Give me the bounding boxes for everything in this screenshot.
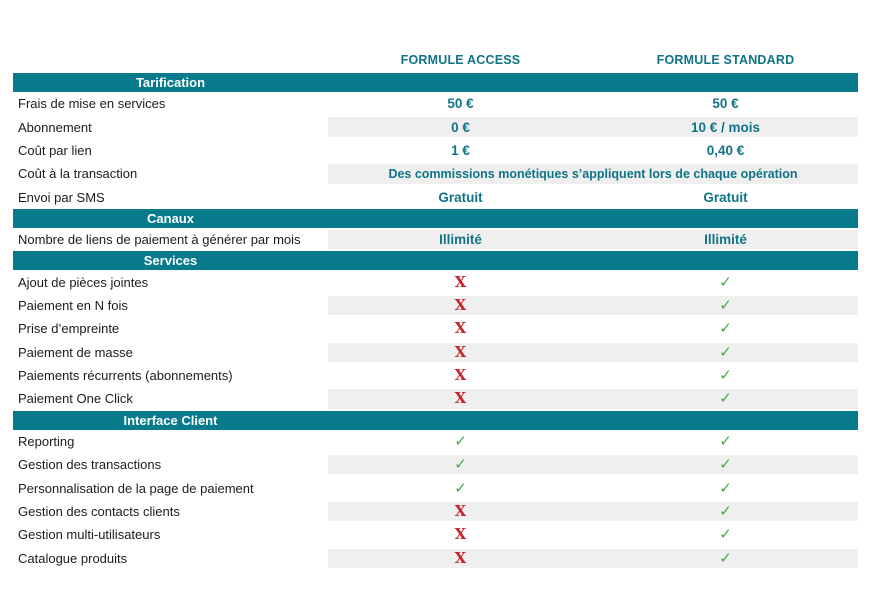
cell-standard: Gratuit bbox=[703, 189, 748, 205]
check-icon: ✓ bbox=[454, 431, 467, 450]
cell-standard bbox=[593, 525, 858, 544]
table-row bbox=[13, 228, 858, 251]
column-header-standard: FORMULE STANDARD bbox=[656, 53, 795, 67]
row-values bbox=[328, 272, 858, 291]
table-row bbox=[13, 294, 858, 317]
row-label: Prise d’empreinte bbox=[18, 321, 120, 337]
row-label: Catalogue produits bbox=[18, 550, 128, 566]
row-values bbox=[328, 319, 858, 338]
row-label: Frais de mise en services bbox=[18, 96, 166, 112]
section-title: Interface Client bbox=[123, 412, 218, 428]
cell-standard bbox=[593, 502, 858, 521]
cell-standard bbox=[593, 296, 858, 315]
cell-standard bbox=[593, 478, 858, 497]
row-label: Paiement One Click bbox=[18, 391, 133, 407]
cross-icon: X bbox=[454, 548, 467, 567]
section-title: Services bbox=[143, 253, 198, 269]
cell-access bbox=[328, 296, 593, 315]
cell-access: 50 € bbox=[447, 96, 474, 112]
row-values bbox=[328, 141, 858, 160]
section-header-canaux bbox=[13, 209, 858, 228]
row-label: Gestion des transactions bbox=[18, 457, 162, 473]
cross-icon: X bbox=[454, 342, 467, 361]
cross-icon: X bbox=[454, 366, 467, 385]
cross-icon: X bbox=[454, 389, 467, 408]
cross-icon: X bbox=[454, 319, 467, 338]
row-values bbox=[328, 478, 858, 497]
cell-standard bbox=[593, 272, 858, 291]
check-icon: ✓ bbox=[719, 295, 732, 314]
row-label: Reporting bbox=[18, 433, 75, 449]
row-label: Paiement en N fois bbox=[18, 297, 128, 313]
column-headers bbox=[13, 50, 858, 70]
cell-access bbox=[328, 525, 593, 544]
cell-standard: 50 € bbox=[712, 96, 739, 112]
pricing-table bbox=[13, 50, 858, 570]
cell-access bbox=[328, 432, 593, 451]
section-header-interface-client bbox=[13, 411, 858, 430]
cross-icon: X bbox=[454, 502, 467, 521]
cell-standard: Illimité bbox=[704, 232, 747, 248]
check-icon: ✓ bbox=[719, 431, 732, 450]
cross-icon: X bbox=[454, 525, 467, 544]
table-row bbox=[13, 430, 858, 453]
row-values bbox=[328, 296, 858, 315]
row-label: Abonnement bbox=[18, 119, 92, 135]
row-values bbox=[328, 525, 858, 544]
row-label: Paiement de masse bbox=[18, 344, 133, 360]
cell-standard: 10 € / mois bbox=[690, 119, 761, 135]
check-icon: ✓ bbox=[719, 366, 732, 385]
row-values bbox=[328, 164, 858, 183]
check-icon: ✓ bbox=[719, 502, 732, 521]
cell-access bbox=[328, 319, 593, 338]
table-body bbox=[13, 73, 858, 570]
check-icon: ✓ bbox=[719, 478, 732, 497]
table-row bbox=[13, 476, 858, 499]
table-row bbox=[13, 387, 858, 410]
table-row bbox=[13, 547, 858, 570]
column-headers-spacer bbox=[13, 50, 328, 70]
row-values bbox=[328, 94, 858, 113]
cell-access: Gratuit bbox=[438, 189, 483, 205]
cell-access bbox=[328, 343, 593, 362]
row-label: Nombre de liens de paiement à générer par mois bbox=[18, 232, 301, 248]
cell-access bbox=[328, 478, 593, 497]
row-label: Personnalisation de la page de paiement bbox=[18, 480, 254, 496]
row-label: Envoi par SMS bbox=[18, 189, 105, 205]
table-row bbox=[13, 341, 858, 364]
cell-standard bbox=[593, 432, 858, 451]
cell-access bbox=[328, 366, 593, 385]
row-values bbox=[328, 455, 858, 474]
row-values bbox=[328, 502, 858, 521]
cell-standard bbox=[593, 343, 858, 362]
row-label: Coût par lien bbox=[18, 142, 92, 158]
section-title: Tarification bbox=[135, 75, 206, 90]
cross-icon: X bbox=[454, 272, 467, 291]
cell-standard bbox=[593, 319, 858, 338]
cross-icon: X bbox=[454, 295, 467, 314]
cell-access: Illimité bbox=[439, 232, 482, 248]
table-row bbox=[13, 364, 858, 387]
table-row bbox=[13, 162, 858, 185]
cell-standard: 0,40 € bbox=[706, 142, 745, 158]
row-label: Gestion multi-utilisateurs bbox=[18, 527, 161, 543]
check-icon: ✓ bbox=[719, 548, 732, 567]
table-row bbox=[13, 186, 858, 209]
table-row bbox=[13, 115, 858, 138]
table-row bbox=[13, 317, 858, 340]
cell-access: 1 € bbox=[451, 142, 470, 158]
cell-standard bbox=[593, 549, 858, 568]
cell-access bbox=[328, 549, 593, 568]
row-label: Gestion des contacts clients bbox=[18, 504, 180, 520]
row-values bbox=[328, 343, 858, 362]
table-row bbox=[13, 500, 858, 523]
check-icon: ✓ bbox=[719, 272, 732, 291]
row-values bbox=[328, 117, 858, 136]
row-label: Ajout de pièces jointes bbox=[18, 274, 149, 290]
cell-access bbox=[328, 272, 593, 291]
check-icon: ✓ bbox=[719, 389, 732, 408]
cell-access bbox=[328, 389, 593, 408]
table-row bbox=[13, 453, 858, 476]
section-title: Canaux bbox=[147, 210, 194, 226]
row-values bbox=[328, 366, 858, 385]
row-values bbox=[328, 230, 858, 249]
section-header-tarification bbox=[13, 73, 858, 92]
check-icon: ✓ bbox=[719, 525, 732, 544]
table-row bbox=[13, 92, 858, 115]
table-row bbox=[13, 139, 858, 162]
cell-standard bbox=[593, 455, 858, 474]
row-values bbox=[328, 432, 858, 451]
cell-span: Des commissions monétiques s’appliquent lors de chaque opération bbox=[388, 166, 798, 181]
table-row bbox=[13, 270, 858, 293]
cell-standard bbox=[593, 389, 858, 408]
check-icon: ✓ bbox=[719, 319, 732, 338]
column-header-access: FORMULE ACCESS bbox=[400, 53, 521, 67]
row-label: Coût à la transaction bbox=[18, 166, 138, 182]
row-values bbox=[328, 188, 858, 207]
check-icon: ✓ bbox=[454, 455, 467, 474]
cell-access bbox=[328, 502, 593, 521]
check-icon: ✓ bbox=[719, 455, 732, 474]
check-icon: ✓ bbox=[454, 478, 467, 497]
row-values bbox=[328, 549, 858, 568]
check-icon: ✓ bbox=[719, 342, 732, 361]
row-label: Paiements récurrents (abonnements) bbox=[18, 368, 233, 384]
table-row bbox=[13, 523, 858, 546]
cell-standard bbox=[593, 366, 858, 385]
section-header-services bbox=[13, 251, 858, 270]
row-values bbox=[328, 389, 858, 408]
cell-access bbox=[328, 455, 593, 474]
cell-access: 0 € bbox=[451, 119, 470, 135]
